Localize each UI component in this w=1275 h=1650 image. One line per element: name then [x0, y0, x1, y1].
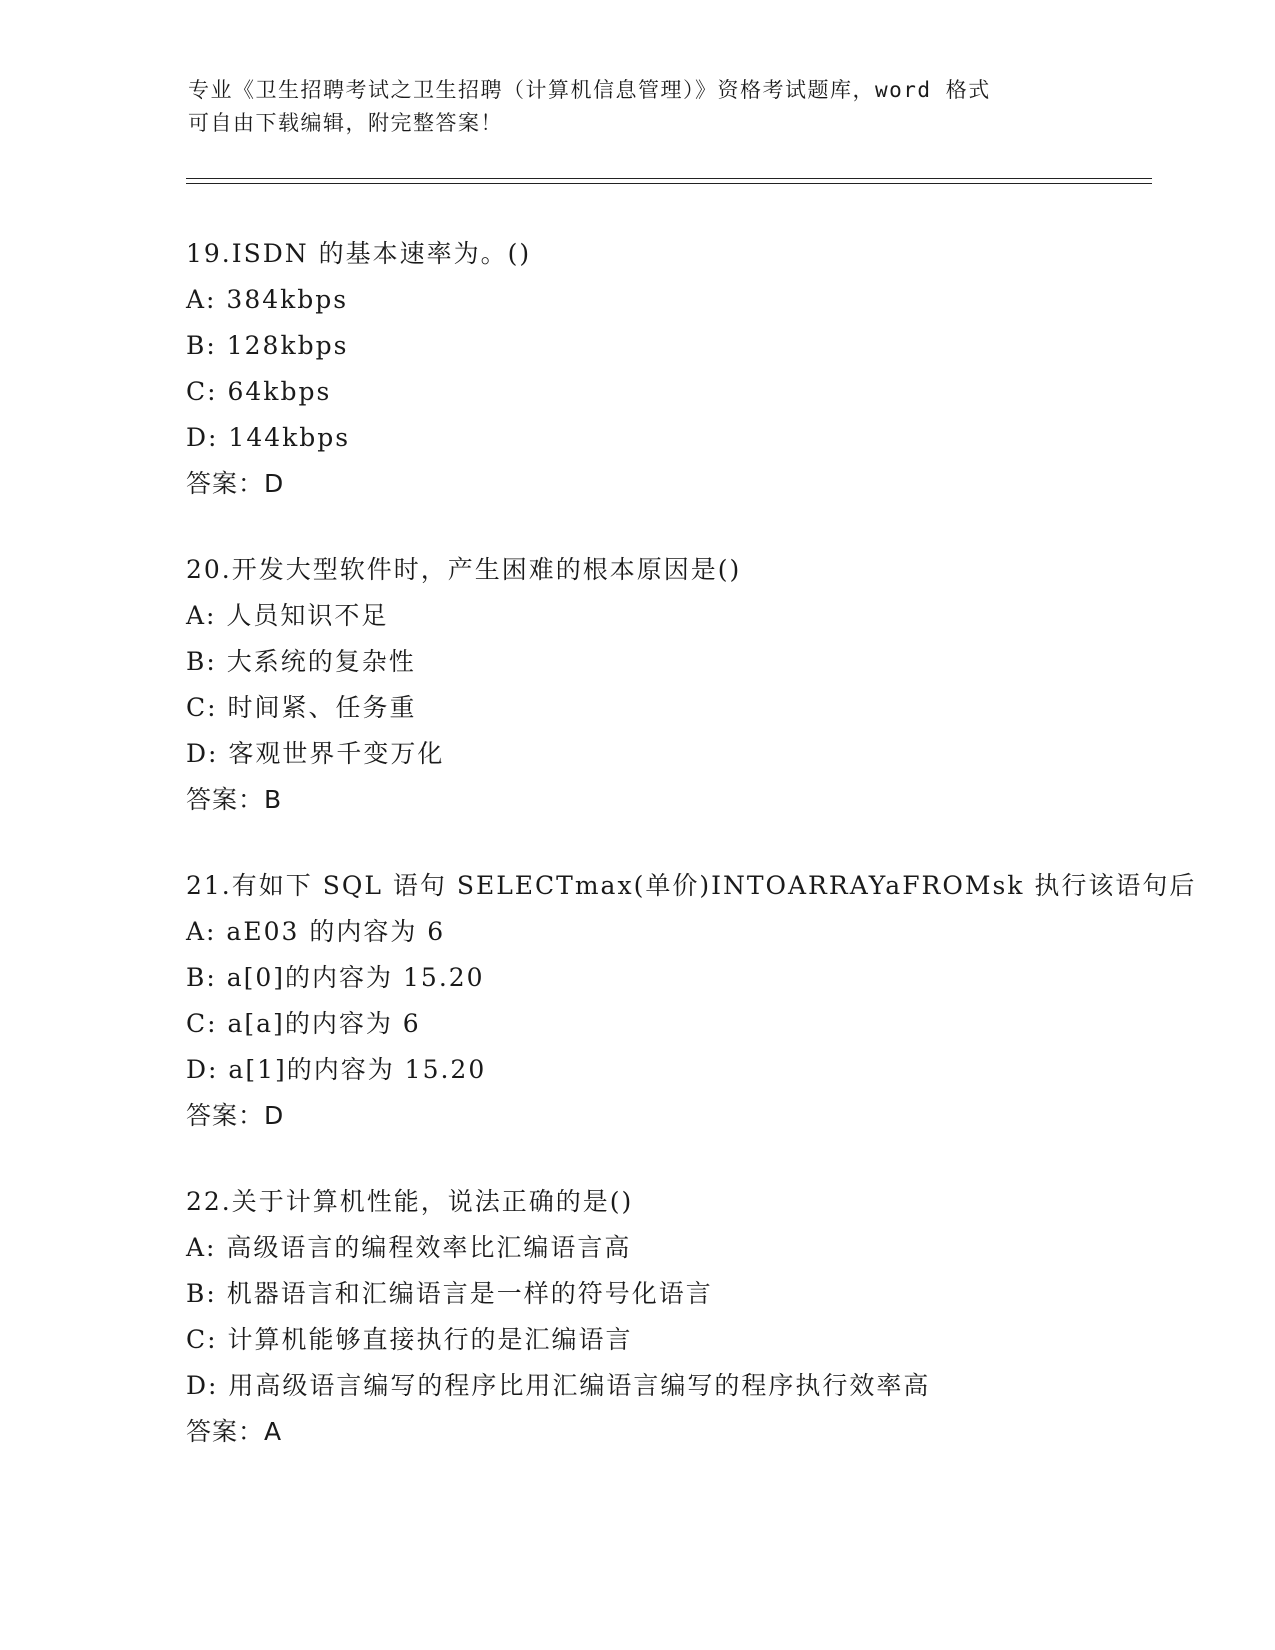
header-divider-top: [186, 178, 1152, 179]
header-divider-bottom: [186, 183, 1152, 184]
question-stem: 21.有如下 SQL 语句 SELECTmax(单价)INTOARRAYaFROMsk 执行该语句后: [186, 871, 1197, 900]
option-b: B: 机器语言和汇编语言是一样的符号化语言: [186, 1279, 713, 1308]
question-stem: 20.开发大型软件时，产生困难的根本原因是(): [186, 555, 742, 584]
option-b: B: 128kbps: [186, 331, 349, 360]
header-line-1: 专业《卫生招聘考试之卫生招聘（计算机信息管理）》资格考试题库，word 格式: [188, 78, 991, 102]
option-d: D: 客观世界千变万化: [186, 739, 445, 768]
question-stem: 22.关于计算机性能，说法正确的是(): [186, 1187, 634, 1216]
option-b: B: 大系统的复杂性: [186, 647, 416, 676]
option-b: B: a[0]的内容为 15.20: [186, 963, 485, 992]
option-c: C: 计算机能够直接执行的是汇编语言: [186, 1325, 633, 1354]
question-22: [186, 1182, 1146, 1458]
answer: 答案：B: [186, 785, 283, 814]
question-21: [186, 866, 1197, 1142]
option-a: A: 高级语言的编程效率比汇编语言高: [186, 1233, 632, 1262]
document-header: [188, 74, 1088, 140]
header-line-2: 可自由下载编辑，附完整答案！: [188, 111, 503, 135]
option-d: D: a[1]的内容为 15.20: [186, 1055, 487, 1084]
question-stem: 19.ISDN 的基本速率为。(): [186, 239, 532, 268]
answer: 答案：A: [186, 1417, 283, 1446]
option-c: C: a[a]的内容为 6: [186, 1009, 421, 1038]
answer: 答案：D: [186, 1101, 285, 1130]
option-a: A: aE03 的内容为 6: [186, 917, 446, 946]
option-d: D: 用高级语言编写的程序比用汇编语言编写的程序执行效率高: [186, 1371, 931, 1400]
option-c: C: 64kbps: [186, 377, 332, 406]
option-d: D: 144kbps: [186, 423, 351, 452]
option-a: A: 人员知识不足: [186, 601, 389, 630]
question-19: [186, 234, 1146, 510]
question-20: [186, 550, 1146, 826]
option-c: C: 时间紧、任务重: [186, 693, 417, 722]
option-a: A: 384kbps: [186, 285, 349, 314]
answer: 答案：D: [186, 469, 285, 498]
